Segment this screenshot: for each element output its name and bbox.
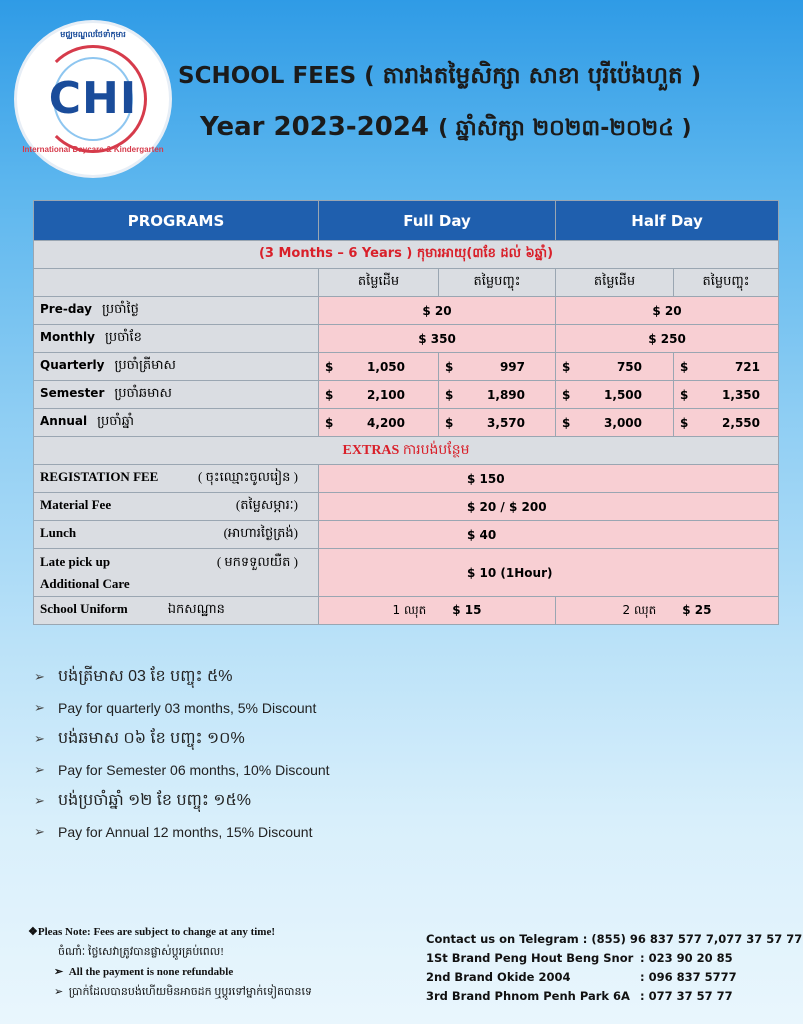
col-full-day: Full Day [319,201,556,241]
list-item: ➢ បង់ប្រចាំឆ្នាំ ១២ ខែ បញ្ចុះ ១៥% [34,788,634,820]
extra-label: REGISTATION FEE ( ចុះឈ្មោះចូលរៀន ) [34,465,319,493]
arrow-icon: ➢ [54,966,69,978]
half-original: $ 1,500 [556,381,674,409]
full-original: $ 4,200 [319,409,439,437]
telegram-contact: Contact us on Telegram : (855) 96 837 577 7,077 37 57 77 [426,932,803,946]
sub-full-original: តម្លៃដើម [319,269,439,297]
full-day-price: $ 350 [319,325,556,353]
age-group: (3 Months – 6 Years ) កុមារអាយុ(៣ខែ ដល់ ៦ឆ្នាំ) [34,241,779,269]
extra-row [34,465,779,493]
col-half-day: Half Day [556,201,779,241]
list-item: ➢ Pay for Annual 12 months, 15% Discount [34,820,634,850]
year-en: Year 2023-2024 [200,112,430,142]
half-original: $ 3,000 [556,409,674,437]
half-day-price: $ 20 [556,297,779,325]
note-change: ❖Pleas Note: Fees are subject to change at any time! [28,926,276,938]
full-original: $ 2,100 [319,381,439,409]
school-logo [14,20,172,178]
arrow-icon: ➢ [54,986,69,998]
arrow-icon: ➢ [34,731,45,746]
note-change-kh: ចំណាំៈ ថ្លៃសេវាត្រូវបានផ្លាស់ប្តូរគ្រប់ពេល! [58,946,224,958]
uniform-1-set: 1 ឈុត $ 15 [319,597,556,625]
arrow-icon: ➢ [34,793,45,808]
row-label: Monthly ប្រចាំខែ [34,325,319,353]
arrow-icon: ➢ [34,762,45,777]
half-discount: $ 1,350 [674,381,779,409]
extras-heading: EXTRAS ការបង់បន្ថែម [34,437,779,465]
extra-row-late [34,549,779,597]
page-title: SCHOOL FEES ( តារាងតម្លៃសិក្សា សាខា បុរីប៉េងហួត ) [178,63,702,89]
extra-value: $ 40 [319,521,779,549]
full-discount: $ 997 [439,353,556,381]
branch-row: 3rd Brand Phnom Penh Park 6A : 077 37 57 77 [426,989,733,1003]
uniform-2-set: 2 ឈុត $ 25 [556,597,779,625]
arrow-icon: ➢ [34,824,45,839]
full-discount: $ 3,570 [439,409,556,437]
row-label: Pre-day ប្រចាំថ្ងៃ [34,297,319,325]
extra-value: $ 150 [319,465,779,493]
extra-label: Lunch (អាហារថ្ងៃត្រង់) [34,521,319,549]
sub-full-discount: តម្លៃបញ្ចុះ [439,269,556,297]
half-discount: $ 721 [674,353,779,381]
late-pickup-label: ( មកទទួលយឺត ) Late pick up Additional Care [34,549,319,597]
extra-row [34,521,779,549]
year-title [200,112,692,146]
list-item: ➢ បង់ត្រីមាស 03 ខែ បញ្ចុះ ៥% [34,664,634,696]
half-original: $ 750 [556,353,674,381]
table-row [34,409,779,437]
extras-row [34,437,779,465]
table-row [34,325,779,353]
uniform-label: School Uniform ឯកសណ្ឋាន [34,597,319,625]
discount-list [34,664,634,850]
contact-info [426,930,803,1006]
full-day-price: $ 20 [319,297,556,325]
notes [28,922,418,1002]
row-label: Annual ប្រចាំឆ្នាំ [34,409,319,437]
list-item: ➢ Pay for quarterly 03 months, 5% Discount [34,696,634,726]
row-label: Quarterly ប្រចាំត្រីមាស [34,353,319,381]
full-original: $ 1,050 [319,353,439,381]
header [0,0,803,195]
subheader-row [34,269,779,297]
table-row [34,353,779,381]
list-item: ➢ បង់ឆមាស ០៦ ខែ បញ្ចុះ ១០% [34,726,634,758]
row-label: Semester ប្រចាំឆមាស [34,381,319,409]
sub-half-discount: តម្លៃបញ្ចុះ [674,269,779,297]
logo-arc-bottom: International Daycare & Kindergarten [22,145,164,154]
fees-table [33,200,779,625]
sub-half-original: តម្លៃដើម [556,269,674,297]
uniform-row [34,597,779,625]
late-pickup-value: $ 10 (1Hour) [319,549,779,597]
note-refund-kh: ➢ ប្រាក់ដែលបានបង់ហើយមិនអាចដក ឬប្តូរទៅម្នាក់ទៀតបានទេ [54,986,312,998]
subheader-blank [34,269,319,297]
half-discount: $ 2,550 [674,409,779,437]
logo-text: CHI [48,73,138,124]
table-row [34,381,779,409]
arrow-icon: ➢ [34,700,45,715]
arrow-icon: ➢ [34,669,45,684]
note-refund: ➢ All the payment is none refundable [54,966,234,978]
half-day-price: $ 250 [556,325,779,353]
list-item: ➢ Pay for Semester 06 months, 10% Discount [34,758,634,788]
logo-arc-top: មជ្ឈមណ្ឌលថែទាំកុមារ [60,30,126,39]
table-row [34,297,779,325]
extra-label: Material Fee (តម្លៃសម្ភារៈ) [34,493,319,521]
full-discount: $ 1,890 [439,381,556,409]
branch-row: 2nd Brand Okide 2004 : 096 837 5777 [426,970,737,984]
branch-row: 1St Brand Peng Hout Beng Snor : 023 90 20 85 [426,951,733,965]
col-programs: PROGRAMS [34,201,319,241]
table-header-row [34,201,779,241]
year-kh: ( ឆ្នាំសិក្សា ២០២៣-២០២៤ ) [438,116,692,141]
extra-row [34,493,779,521]
extra-value: $ 20 / $ 200 [319,493,779,521]
age-group-row [34,241,779,269]
